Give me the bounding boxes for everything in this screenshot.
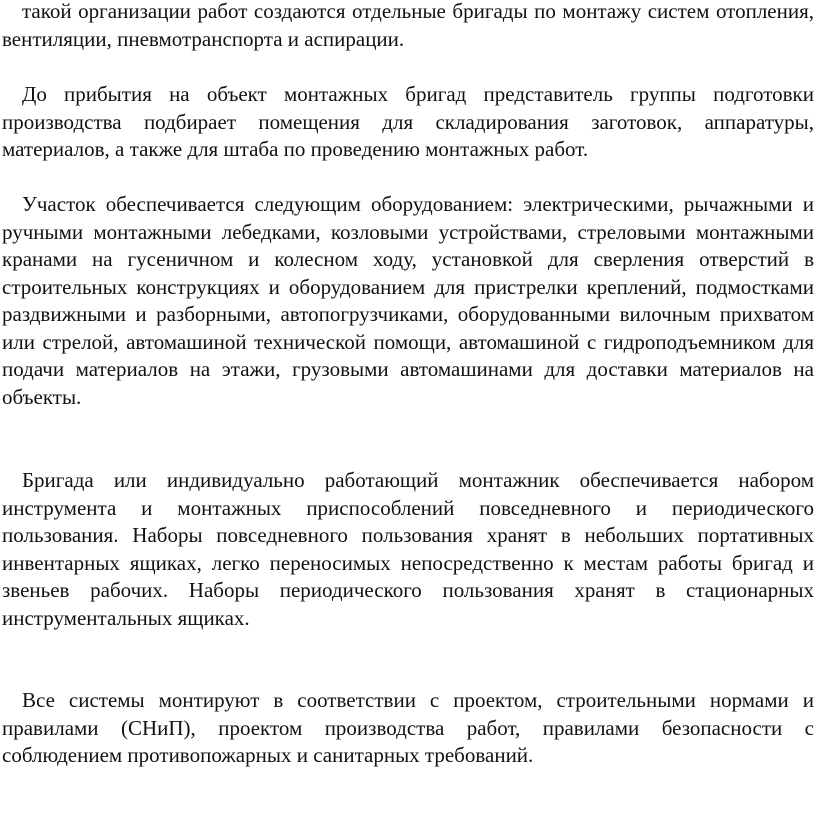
paragraph-premises-preparation: До прибытия на объект монтажных бригад представитель группы подготовки производства подбирает помещения для складирования заготовок, аппаратуры, материалов, а также для штаба по проведению монтажных работ. xyxy=(2,82,814,161)
paragraph-tool-sets: Бригада или индивидуально работающий монтажник обеспечивается набором инструмента и монтажных приспособлений повседневного и периодического пользования. Наборы повседневного пользования хранят в небольших портативных инвентарных ящиках, легко переносимых непосредственно к местам работы бригад и звеньев рабочих. Наборы периодического пользования хранят в стационарных инструментальных ящиках. xyxy=(2,468,814,630)
paragraph-installation-standards: Все системы монтируют в соответствии с проектом, строительными нормами и правилами (СНиП), проектом производства работ, правилами безопасности с соблюдением противопожарных и санитарных требований. xyxy=(2,688,814,767)
paragraph-site-equipment: Участок обеспечивается следующим оборудованием: электрическими, рычажными и ручными монтажными лебедками, козловыми устройствами, стреловыми монтажными кранами на гусеничном и колесном ходу, установкой для сверления отверстий в строительных конструкциях и оборудованием для пристрелки креплений, подмостками раздвижными и разборными, автопогрузчиками, оборудованными вилочным прихватом или стрелой, автомашиной технической помощи, автомашиной с гидроподъемником для подачи материалов на этажи, грузовыми автомашинами для доставки материалов на объекты. xyxy=(2,192,814,409)
paragraph-brigade-organization: такой организации работ создаются отдельные бригады по монтажу систем отопления, вентиляции, пневмотранспорта и аспирации. xyxy=(2,0,814,51)
